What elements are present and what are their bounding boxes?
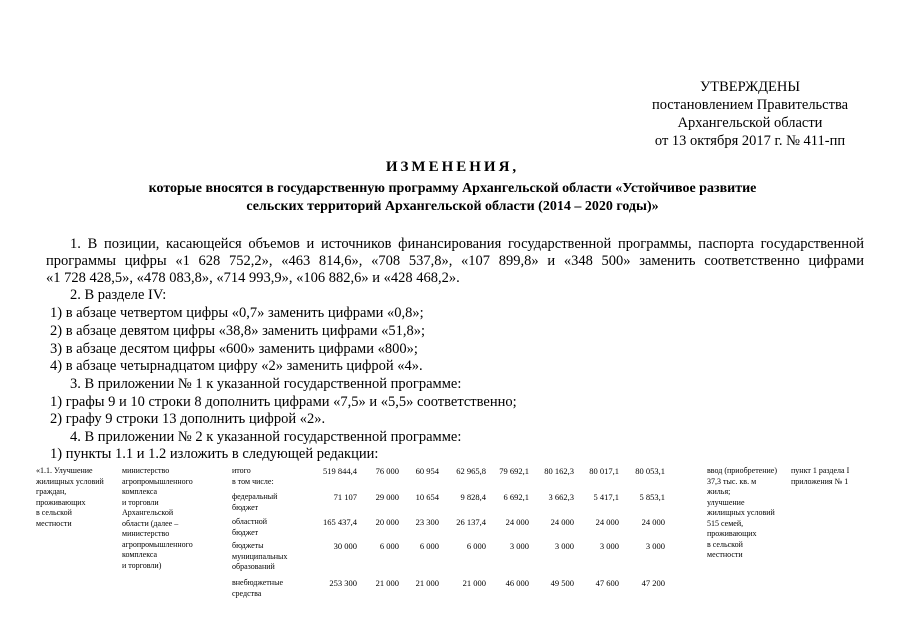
program-item-name: «1.1. Улучшение [36,466,93,475]
funding-value: 30 000 [333,541,357,551]
paragraph-1-line2: программы цифры «1 628 752,2», «463 814,6», «708 537,8», «107 899,8» и «348 500» заменить соответственно цифрами [46,253,864,269]
list-item: 4) в абзаце четырнадцатом цифру «2» заменить цифрой «4». [50,358,423,374]
responsible-executor: Архангельской [122,508,174,517]
funding-value: 46 000 [505,578,529,588]
funding-value: 165 437,4 [323,517,357,527]
responsible-executor: и торговли [122,497,159,507]
funding-value: 76 000 [375,466,399,476]
funding-value: 10 654 [415,492,439,502]
expected-result: жилья; [707,487,731,496]
program-item-name: местности [36,518,72,528]
funding-value: 23 300 [415,517,439,527]
funding-source: в том числе: [232,476,274,486]
funding-value: 3 000 [645,541,665,551]
expected-result: 37,3 тыс. кв. м [707,476,757,486]
funding-source: бюджет [232,527,259,537]
list-item: 1) в абзаце четвертом цифры «0,7» заменить цифрами «0,8»; [50,305,424,321]
funding-value: 26 137,4 [456,517,486,527]
responsible-executor: области (далее – [122,518,179,528]
funding-value: 3 662,3 [548,492,574,502]
document-subtitle-line2: сельских территорий Архангельской области (2014 – 2020 годы)» [246,199,659,214]
funding-value: 60 954 [415,466,439,476]
funding-value: 24 000 [550,517,574,527]
expected-result: местности [707,550,743,559]
paragraph-4: 4. В приложении № 2 к указанной государственной программе: [70,429,462,445]
funding-value: 79 692,1 [499,466,529,476]
list-item: 2) графу 9 строки 13 дополнить цифрой «2». [50,411,326,427]
funding-value: 80 053,1 [635,466,665,476]
funding-value: 5 417,1 [593,492,619,502]
reference-link: пункт 1 раздела I [791,466,850,475]
funding-source: итого [232,466,251,475]
approval-line: Архангельской области [677,115,823,131]
funding-value: 3 000 [599,541,619,551]
document-subtitle-line1: которые вносятся в государственную программу Архангельской области «Устойчивое развитие [148,181,757,196]
paragraph-1-line1: 1. В позиции, касающейся объемов и источников финансирования государственной программы, паспорта государственной [70,236,864,252]
funding-source: бюджеты [232,541,264,550]
funding-value: 80 162,3 [544,466,574,476]
funding-value: 62 965,8 [456,466,486,476]
paragraph-3: 3. В приложении № 1 к указанной государственной программе: [70,376,462,392]
funding-value: 6 692,1 [503,492,529,502]
funding-source: бюджет [232,502,259,512]
funding-source: областной [232,517,268,526]
funding-value: 20 000 [375,517,399,527]
expected-result: ввод (приобретение) [707,466,778,475]
approval-line: УТВЕРЖДЕНЫ [699,79,801,95]
responsible-executor: комплекса [122,550,158,559]
funding-source: внебюджетные [232,578,283,587]
funding-value: 80 017,1 [589,466,619,476]
funding-value: 24 000 [641,517,665,527]
funding-value: 21 000 [415,578,439,588]
funding-source: средства [232,588,262,598]
funding-value: 71 107 [333,492,357,502]
responsible-executor: министерство [122,466,170,475]
expected-result: в сельской [707,539,743,549]
funding-source: федеральный [232,492,278,501]
funding-source: образований [232,562,275,571]
document-title: ИЗМЕНЕНИЯ, [385,159,520,175]
funding-value: 47 600 [595,578,619,588]
funding-value: 5 853,1 [639,492,665,502]
funding-value: 47 200 [641,578,665,588]
responsible-executor: и торговли) [122,560,162,570]
approval-line: от 13 октября 2017 г. № 411-пп [654,133,846,149]
expected-result: улучшение [707,497,745,507]
reference-link: приложения № 1 [791,476,849,486]
program-item-name: проживающих [36,497,86,507]
responsible-executor: агропромышленного [122,539,193,549]
paragraph-1-line3: «1 728 428,5», «478 083,8», «714 993,9», «106 882,6» и «428 468,2». [46,270,460,286]
funding-source: муниципальных [232,551,288,561]
program-item-name: в сельской [36,508,72,517]
list-item: 3) в абзаце десятом цифры «600» заменить цифрами «800»; [50,341,418,357]
program-item-name: жилищных условий [36,476,104,486]
responsible-executor: агропромышленного [122,476,193,486]
responsible-executor: министерство [122,529,170,538]
funding-value: 253 300 [329,578,357,588]
list-item: 1) пункты 1.1 и 1.2 изложить в следующей редакции: [50,446,379,462]
funding-value: 21 000 [375,578,399,588]
program-item-name: граждан, [36,487,67,496]
funding-value: 9 828,4 [460,492,486,502]
expected-result: проживающих [707,529,757,538]
funding-value: 6 000 [419,541,439,551]
list-item: 1) графы 9 и 10 строки 8 дополнить цифрами «7,5» и «5,5» соответственно; [50,394,517,410]
funding-value: 29 000 [375,492,399,502]
funding-value: 49 500 [550,578,574,588]
approval-block [600,78,900,150]
approval-line: постановлением Правительства [651,97,849,113]
funding-value: 24 000 [595,517,619,527]
funding-value: 6 000 [466,541,486,551]
funding-value: 3 000 [509,541,529,551]
funding-value: 21 000 [462,578,486,588]
responsible-executor: комплекса [122,487,158,496]
funding-value: 3 000 [554,541,574,551]
expected-result: 515 семей, [707,518,744,528]
paragraph-2: 2. В разделе IV: [70,287,167,303]
funding-value: 6 000 [379,541,399,551]
funding-value: 24 000 [505,517,529,527]
list-item: 2) в абзаце девятом цифры «38,8» заменить цифрами «51,8»; [50,323,425,339]
funding-value: 519 844,4 [323,466,357,476]
expected-result: жилищных условий [707,508,775,517]
